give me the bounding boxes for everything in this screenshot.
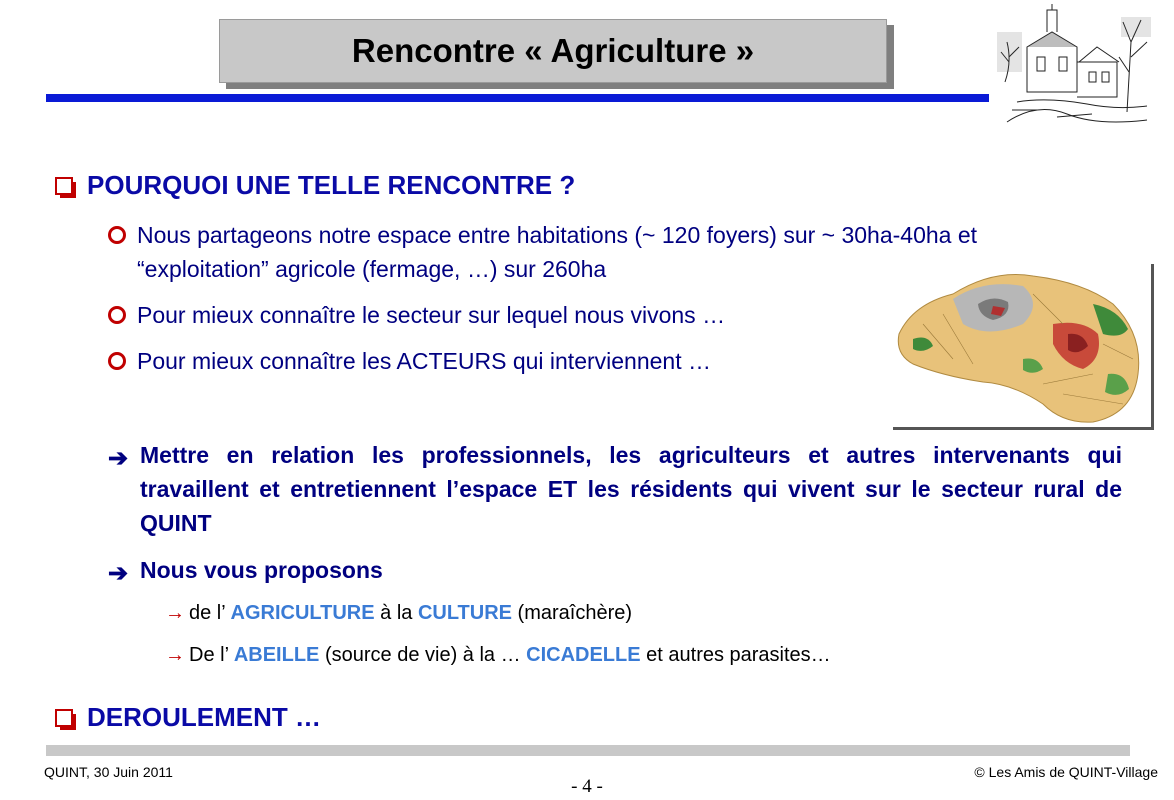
- sub-highlight: CULTURE: [417, 602, 512, 624]
- right-arrow-icon: ➔: [108, 445, 129, 472]
- bullet-text: Pour mieux connaître les ACTEURS qui interviennent …: [137, 348, 711, 374]
- sub-highlight: CICADELLE: [526, 644, 641, 666]
- circle-bullet-icon: [108, 226, 126, 244]
- sub-text: (maraîchère): [512, 602, 633, 624]
- arrow-item-text: Nous vous proposons: [140, 557, 383, 583]
- footer-rule: [46, 745, 1130, 756]
- sub-text: (source de vie) à la …: [319, 644, 527, 666]
- slide-title: Rencontre « Agriculture »: [351, 32, 755, 69]
- section-heading-text: DEROULEMENT …: [87, 702, 321, 732]
- bullet-text: Pour mieux connaître le secteur sur lequel nous vivons …: [137, 302, 726, 328]
- sub-item: [165, 644, 831, 667]
- sub-highlight: AGRICULTURE: [230, 602, 375, 624]
- title-box: [219, 19, 887, 83]
- footer-left-text: QUINT, 30 Juin 2011: [44, 764, 173, 780]
- sub-text: de l’: [189, 602, 231, 624]
- small-arrow-icon: →: [165, 602, 185, 624]
- bullet-text: Nous partageons notre espace entre habitations (~ 120 foyers) sur ~ 30ha-40ha et “exploitation” agricole (fermage, …) sur 260ha: [137, 222, 978, 282]
- circle-bullet-icon: [108, 352, 126, 370]
- arrow-item-text: Mettre en relation les professionnels, les agriculteurs et autres intervenants qui travaillent et entretiennent l’espace ET les résidents qui vivent sur le secteur rural de QUINT: [140, 442, 1122, 536]
- sub-text: et autres parasites…: [640, 644, 831, 666]
- small-arrow-icon: →: [165, 644, 185, 666]
- title-rule: [46, 94, 989, 102]
- sub-text: à la: [374, 602, 418, 624]
- footer-right-text: © Les Amis de QUINT-Village: [974, 764, 1158, 780]
- sub-text: De l’: [189, 644, 234, 666]
- sub-highlight: ABEILLE: [233, 644, 320, 666]
- circle-bullet-icon: [108, 306, 126, 324]
- checkbox-bullet-icon: [55, 709, 73, 727]
- bullet-item: [108, 298, 888, 332]
- checkbox-bullet-icon: [55, 177, 73, 195]
- church-sketch-illustration: [997, 2, 1157, 128]
- right-arrow-icon: ➔: [108, 560, 129, 587]
- section-heading-text: POURQUOI UNE TELLE RENCONTRE ?: [87, 170, 576, 200]
- village-map-image: [893, 264, 1154, 430]
- arrow-item: [108, 553, 608, 587]
- section-heading-why: [55, 170, 575, 201]
- bullet-item: [108, 344, 888, 378]
- page-number: - 4 -: [571, 776, 603, 797]
- arrow-item: [108, 438, 1122, 540]
- section-heading-progress: [55, 702, 321, 733]
- sub-item: [165, 602, 632, 625]
